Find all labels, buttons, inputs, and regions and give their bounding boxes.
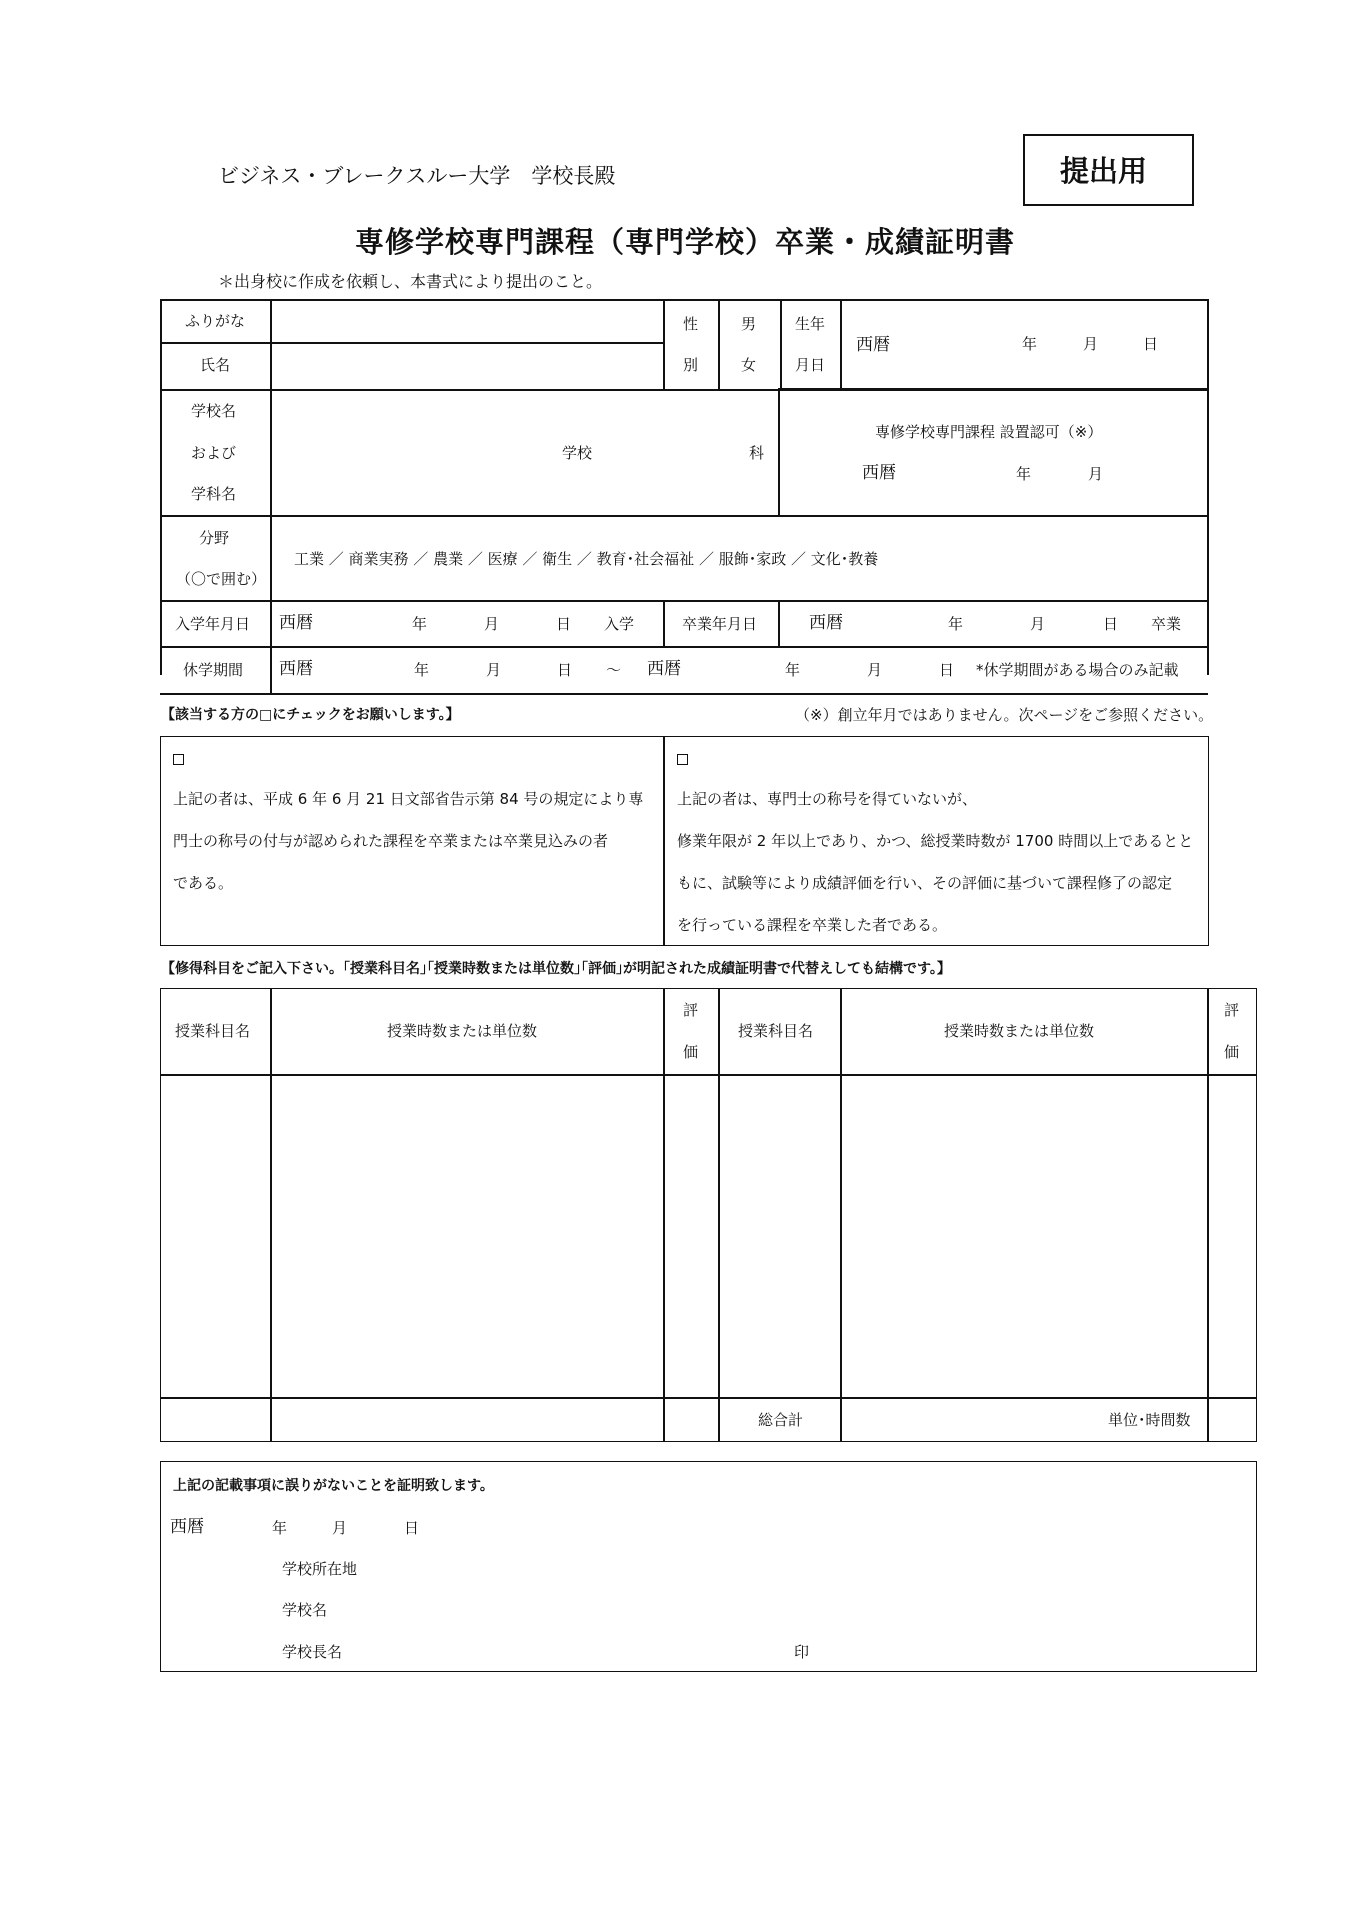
grad-suffix: 卒業 bbox=[1151, 615, 1182, 633]
department-suffix: 科 bbox=[749, 444, 765, 462]
col-eval-right-bottom: 価 bbox=[1224, 1043, 1240, 1061]
leave-end-year-unit: 年 bbox=[785, 661, 801, 679]
field-label-1: 分野 bbox=[199, 529, 230, 547]
sex-label-bottom: 別 bbox=[683, 356, 699, 374]
approval-year-unit: 年 bbox=[1016, 465, 1032, 483]
school-label-2: および bbox=[191, 444, 237, 462]
col-eval-left-top: 評 bbox=[683, 1001, 699, 1019]
check-note: （※）創立年月ではありません。次ページをご参照ください。 bbox=[795, 706, 1214, 724]
leave-end-day-unit: 日 bbox=[939, 661, 955, 679]
leave-label: 休学期間 bbox=[183, 661, 244, 679]
grad-era: 西暦 bbox=[809, 613, 843, 633]
school-label-1: 学校名 bbox=[191, 402, 237, 420]
birth-label-bottom: 月日 bbox=[795, 356, 826, 374]
leave-start-day-unit: 日 bbox=[557, 661, 573, 679]
option2-line3: もに、試験等により成績評価を行い、その評価に基づいて課程修了の認定 bbox=[677, 874, 1173, 892]
cert-month-unit: 月 bbox=[332, 1519, 348, 1537]
subjects-entry-area-right[interactable] bbox=[720, 1076, 1256, 1396]
col-hours-right: 授業時数または単位数 bbox=[944, 1022, 1095, 1040]
header-note: ＊出身校に作成を依頼し、本書式により提出のこと。 bbox=[218, 272, 603, 291]
subjects-entry-area-left[interactable] bbox=[162, 1076, 718, 1396]
leave-end-month-unit: 月 bbox=[867, 661, 883, 679]
birth-month-unit: 月 bbox=[1083, 335, 1099, 353]
school-address-label: 学校所在地 bbox=[282, 1560, 358, 1578]
school-name-field[interactable] bbox=[272, 391, 776, 514]
birth-day-unit: 日 bbox=[1143, 335, 1159, 353]
page-title: 専修学校専門課程（専門学校）卒業・成績証明書 bbox=[355, 225, 1016, 259]
cert-day-unit: 日 bbox=[404, 1519, 420, 1537]
sex-label-top: 性 bbox=[683, 315, 699, 333]
option2-checkbox[interactable] bbox=[677, 754, 688, 765]
leave-start-era: 西暦 bbox=[279, 659, 313, 679]
enroll-era: 西暦 bbox=[279, 613, 313, 633]
leave-tilde: ～ bbox=[606, 661, 622, 679]
total-label: 総合計 bbox=[758, 1411, 804, 1429]
approval-month-unit: 月 bbox=[1088, 465, 1104, 483]
col-hours-left: 授業時数または単位数 bbox=[387, 1022, 538, 1040]
addressee: ビジネス・ブレークスルー大学 学校長殿 bbox=[218, 164, 616, 188]
enroll-year-unit: 年 bbox=[412, 615, 428, 633]
approval-box bbox=[778, 388, 1209, 517]
birth-year-unit: 年 bbox=[1022, 335, 1038, 353]
leave-note: *休学期間がある場合のみ記載 bbox=[976, 661, 1179, 679]
option1-line1: 上記の者は、平成 6 年 6 月 21 日文部省告示第 84 号の規定により専 bbox=[173, 790, 644, 808]
enroll-month-unit: 月 bbox=[484, 615, 500, 633]
leave-start-year-unit: 年 bbox=[414, 661, 430, 679]
name-field[interactable] bbox=[272, 344, 662, 388]
submission-stamp: 提出用 bbox=[1060, 154, 1148, 188]
subjects-heading: 【修得科目をご記入下さい。｢授業科目名｣｢授業時数または単位数｣｢評価｣が明記された成績証明書で代替えしても結構です。】 bbox=[161, 961, 951, 977]
furigana-field[interactable] bbox=[272, 301, 662, 341]
option1-checkbox[interactable] bbox=[173, 754, 184, 765]
enroll-suffix: 入学 bbox=[604, 615, 635, 633]
col-eval-right-top: 評 bbox=[1224, 1001, 1240, 1019]
col-subject-name-left: 授業科目名 bbox=[175, 1022, 251, 1040]
female-option[interactable]: 女 bbox=[741, 356, 757, 374]
cert-year-unit: 年 bbox=[272, 1519, 288, 1537]
option2-line4: を行っている課程を卒業した者である。 bbox=[677, 916, 948, 934]
enroll-day-unit: 日 bbox=[556, 615, 572, 633]
cert-statement: 上記の記載事項に誤りがないことを証明致します。 bbox=[173, 1478, 494, 1494]
birth-label-top: 生年 bbox=[795, 315, 826, 333]
leave-start-month-unit: 月 bbox=[486, 661, 502, 679]
enroll-label: 入学年月日 bbox=[175, 615, 251, 633]
grad-day-unit: 日 bbox=[1103, 615, 1119, 633]
option2-line2: 修業年限が 2 年以上であり、かつ、総授業時数が 1700 時間以上であるとと bbox=[677, 832, 1194, 850]
cert-era: 西暦 bbox=[170, 1517, 204, 1537]
check-heading: 【該当する方の□にチェックをお願いします。】 bbox=[161, 707, 460, 723]
grad-month-unit: 月 bbox=[1030, 615, 1046, 633]
option1-line2: 門士の称号の付与が認められた課程を卒業または卒業見込みの者 bbox=[173, 832, 609, 850]
option2-line1: 上記の者は、専門士の称号を得ていないが、 bbox=[677, 790, 978, 808]
approval-era: 西暦 bbox=[862, 463, 896, 483]
option1-line3: である。 bbox=[173, 874, 234, 892]
col-eval-left-bottom: 価 bbox=[683, 1043, 699, 1061]
approval-title: 専修学校専門課程 設置認可（※） bbox=[875, 423, 1103, 441]
furigana-label: ふりがな bbox=[185, 312, 246, 330]
leave-end-era: 西暦 bbox=[647, 659, 681, 679]
school-name-label: 学校名 bbox=[282, 1601, 328, 1619]
birth-era: 西暦 bbox=[856, 335, 890, 355]
name-label: 氏名 bbox=[200, 356, 231, 374]
grad-label: 卒業年月日 bbox=[682, 615, 758, 633]
total-unit: 単位･時間数 bbox=[1108, 1411, 1191, 1429]
principal-name-label: 学校長名 bbox=[282, 1643, 343, 1661]
field-options[interactable]: 工業 ／ 商業実務 ／ 農業 ／ 医療 ／ 衛生 ／ 教育･社会福祉 ／ 服飾･家政 ／ 文化･教養 bbox=[294, 550, 879, 568]
grad-year-unit: 年 bbox=[948, 615, 964, 633]
school-label-3: 学科名 bbox=[191, 485, 237, 503]
school-suffix: 学校 bbox=[562, 444, 593, 462]
male-option[interactable]: 男 bbox=[741, 315, 757, 333]
col-subject-name-right: 授業科目名 bbox=[738, 1022, 814, 1040]
field-label-2: （〇で囲む） bbox=[176, 570, 267, 588]
seal-mark: 印 bbox=[794, 1643, 810, 1661]
